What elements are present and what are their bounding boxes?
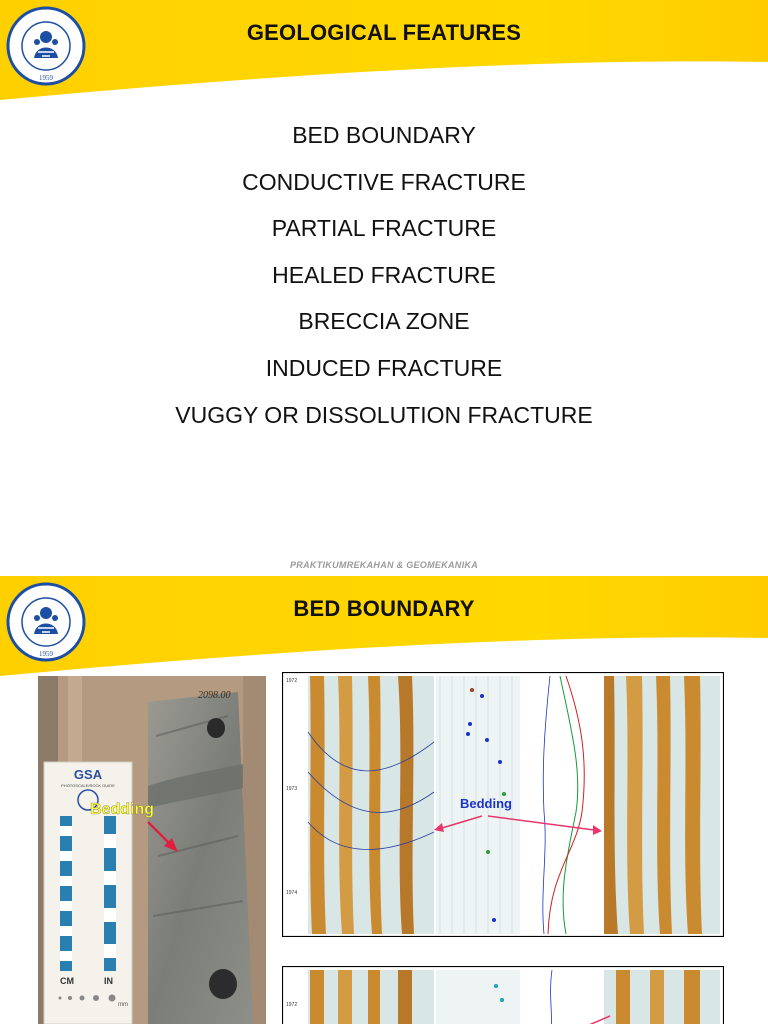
svg-text:IN: IN <box>104 976 113 986</box>
slide-bed-boundary <box>0 576 768 1024</box>
svg-text:1959: 1959 <box>39 74 53 82</box>
header-band <box>0 0 768 110</box>
list-item: BRECCIA ZONE <box>298 308 470 335</box>
core-photo <box>38 676 266 1024</box>
bedding-label: Bedding <box>90 801 154 818</box>
page-title: BED BOUNDARY <box>293 596 475 621</box>
header-band <box>0 576 768 686</box>
list-item: HEALED FRACTURE <box>272 261 496 288</box>
svg-text:1972: 1972 <box>286 678 298 684</box>
itb-logo-icon <box>6 582 86 662</box>
slide-footer: PRAKTIKUMREKAHAN & GEOMEKANIKA <box>290 560 478 570</box>
svg-text:mm: mm <box>118 1002 128 1008</box>
list-item: INDUCED FRACTURE <box>265 354 503 381</box>
svg-text:1959: 1959 <box>39 650 53 658</box>
svg-text:2098.00: 2098.00 <box>198 690 231 701</box>
image-log-panel <box>282 672 724 937</box>
svg-text:1972: 1972 <box>286 1002 298 1008</box>
list-item: CONDUCTIVE FRACTURE <box>242 168 526 195</box>
svg-text:1974: 1974 <box>286 890 298 896</box>
svg-text:1973: 1973 <box>286 786 298 792</box>
svg-text:CM: CM <box>60 976 74 986</box>
list-item: PARTIAL FRACTURE <box>271 215 497 242</box>
svg-text:GSA: GSA <box>73 767 103 782</box>
bedding-label: Bedding <box>460 796 512 811</box>
list-item: BED BOUNDARY <box>292 122 476 148</box>
svg-text:PHOTOSCALE/ROCK GUIDE: PHOTOSCALE/ROCK GUIDE <box>61 783 115 788</box>
page-title: GEOLOGICAL FEATURES <box>246 20 522 45</box>
itb-logo-icon <box>6 6 86 86</box>
feature-list <box>0 118 768 444</box>
list-item: VUGGY OR DISSOLUTION FRACTURE <box>175 401 593 428</box>
image-log-panel <box>282 966 724 1024</box>
